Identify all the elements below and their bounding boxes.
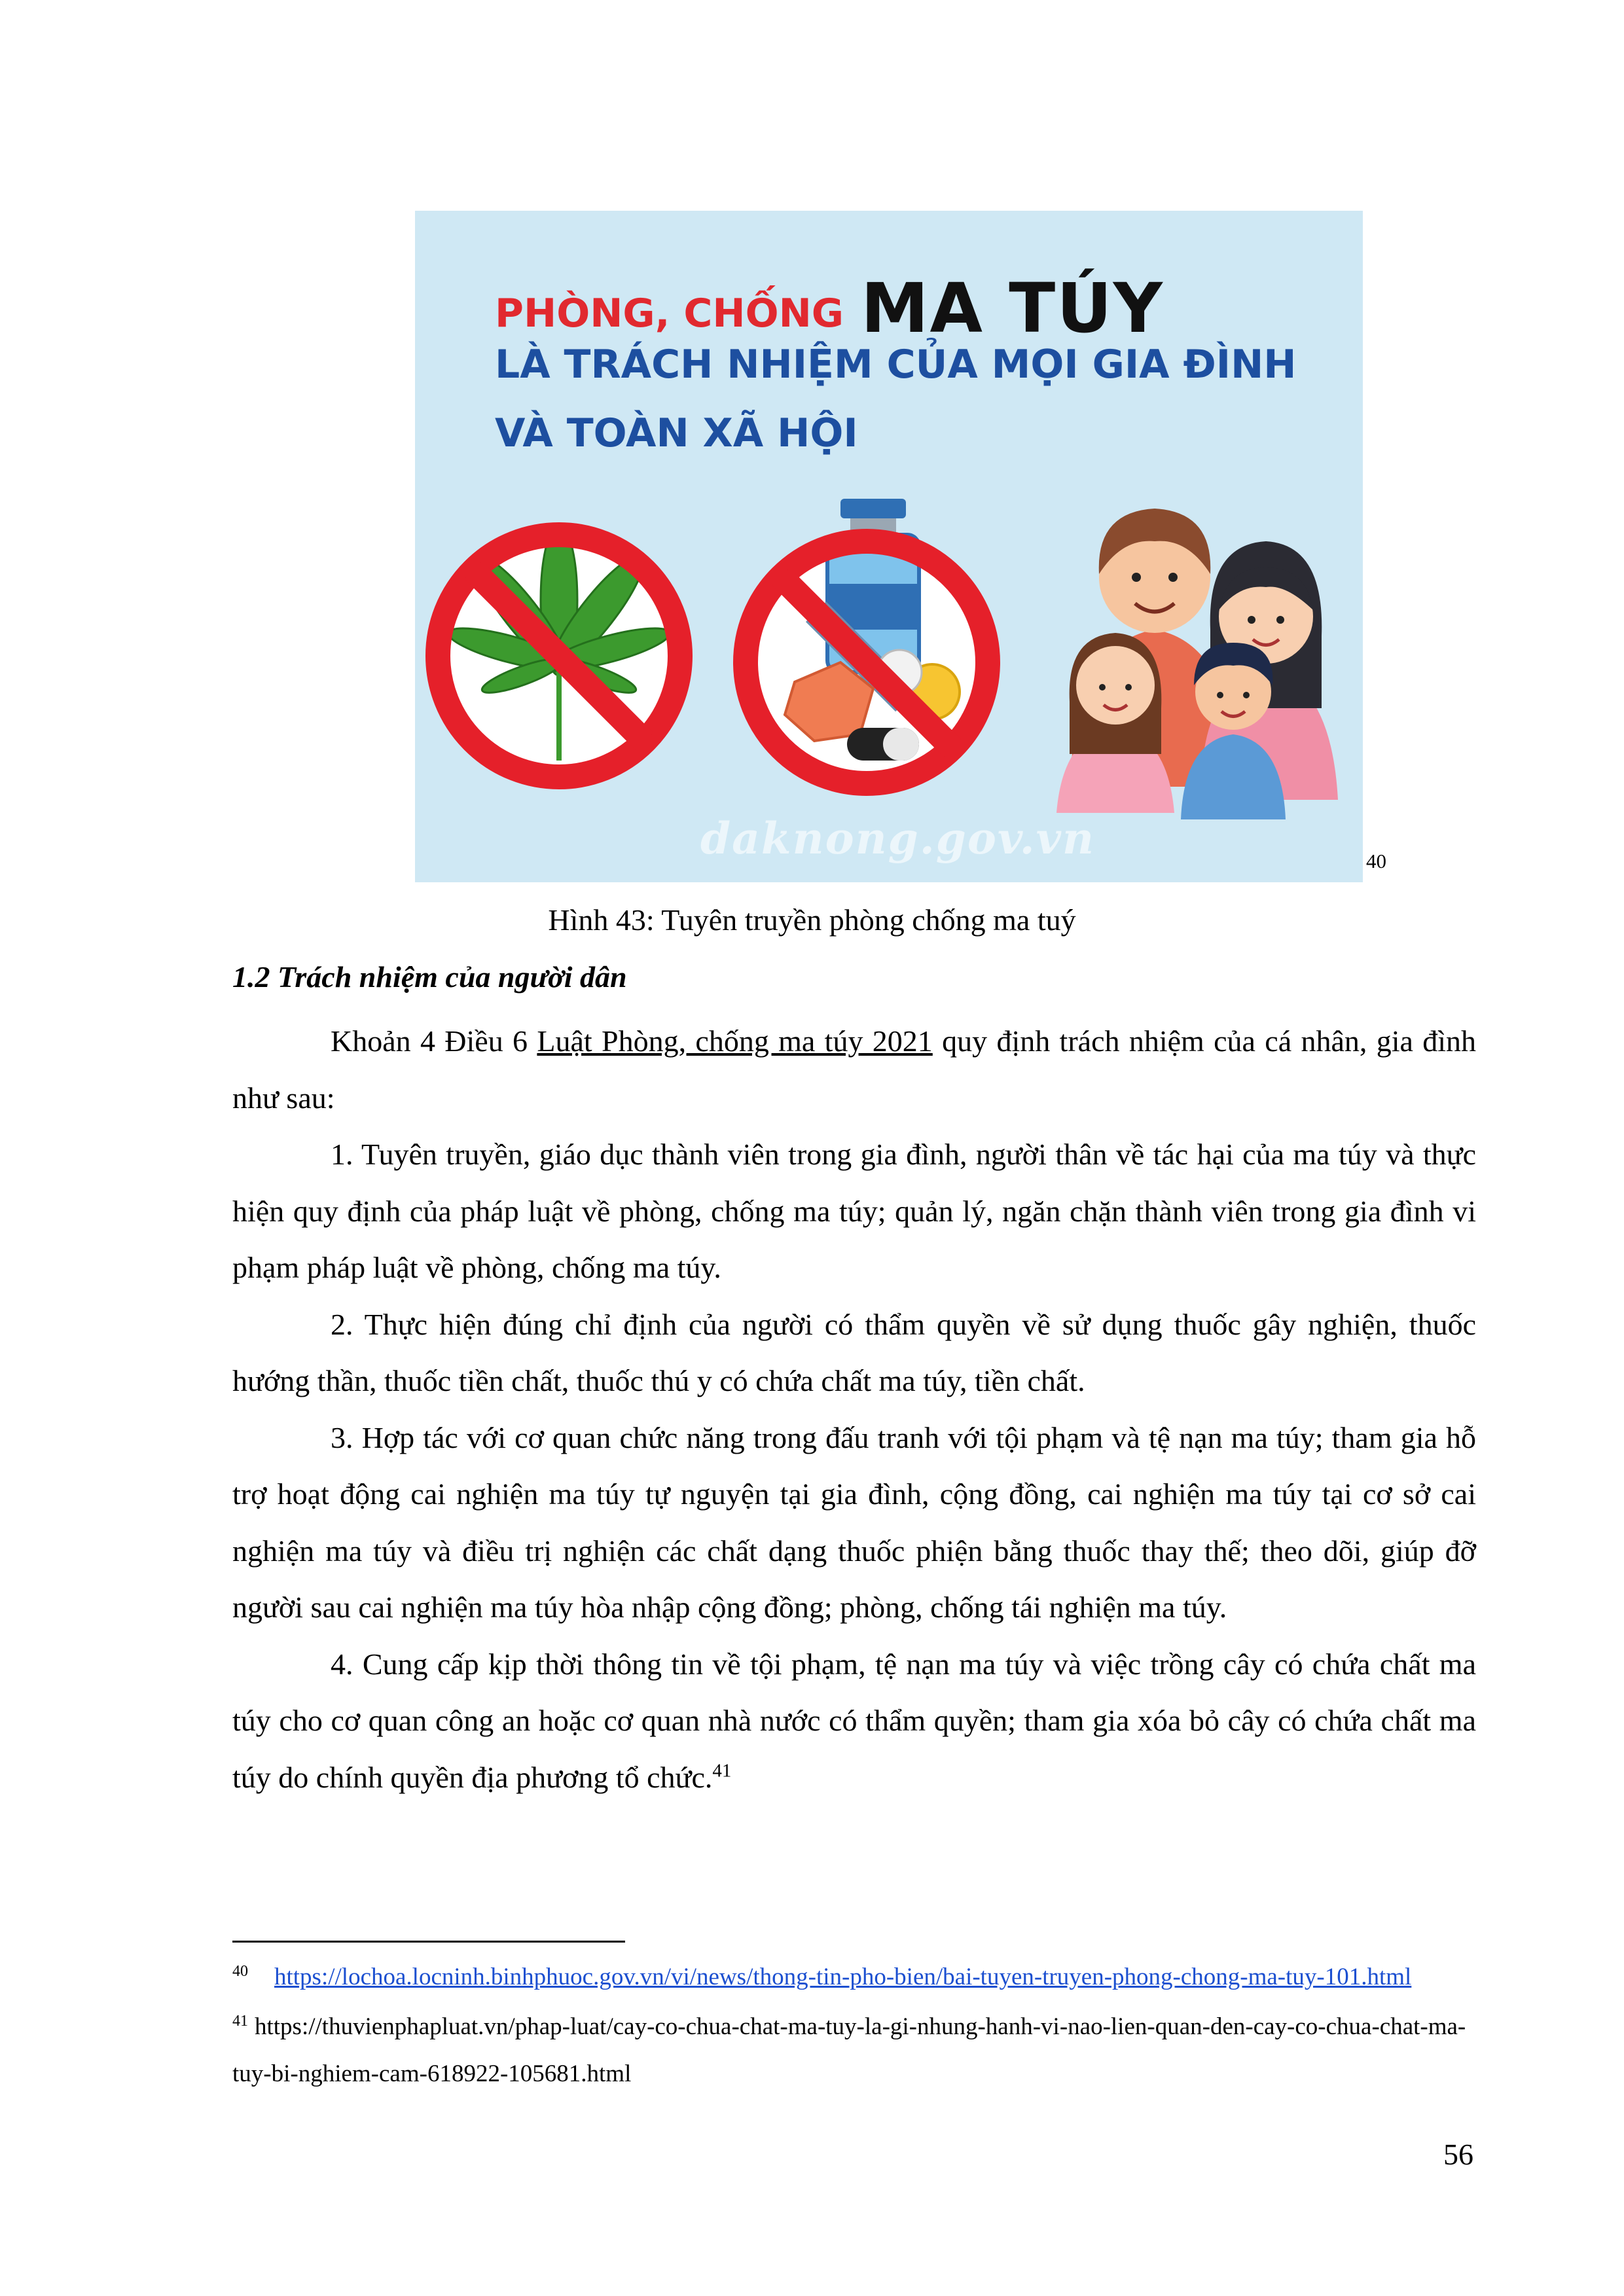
poster-watermark: daknong.gov.vn [700, 813, 1095, 864]
poster-title-big: MA TÚY [861, 268, 1164, 348]
list-item [232, 1636, 1476, 1806]
list-item: 1. Tuyên truyền, giáo dục thành viên trong gia đình, người thân về tác hại của ma túy và thực hiện quy định của pháp luật về phòng, chống ma túy; quản lý, ngăn chặn thành viên trong gia đình vi phạm pháp luật về phòng, chống ma túy. [232, 1138, 1476, 1284]
list-item: 3. Hợp tác với cơ quan chức năng trong đấu tranh với tội phạm và tệ nạn ma túy; tham gia hỗ trợ hoạt động cai nghiện ma túy tự nguyện tại gia đình, cộng đồng, cai nghiện ma túy tại cơ sở cai nghiện ma túy và điều trị nghiện các chất dạng thuốc phiện bằng thuốc thay thế; theo dõi, giúp đỡ người sau cai nghiện ma túy hòa nhập cộng đồng; phòng, chống tái nghiện ma túy. [232, 1420, 1476, 1624]
footnote [232, 2003, 1476, 2098]
poster-illustration [415, 211, 1363, 882]
drugs-ban-icon [746, 499, 988, 783]
poster-title-line3: VÀ TOÀN XÃ HỘI [495, 410, 858, 456]
family-illustration [1056, 509, 1338, 819]
intro-before: Khoản 4 Điều 6 [331, 1024, 537, 1058]
footnote-url-text: https://thuvienphapluat.vn/phap-luat/cay-co-chua-chat-ma-tuy-la-gi-nhung-hanh-vi-nao-lien-quan-den-cay-co-chua-chat-ma-tuy-bi-nghiem-cam-618922-105681.html [232, 2013, 1466, 2087]
footnotes [232, 1954, 1476, 2098]
body-text [232, 1013, 1476, 1806]
cannabis-ban-icon [438, 525, 680, 777]
page-number: 56 [1443, 2138, 1473, 2171]
footnote [232, 1954, 1476, 2001]
poster-figure [415, 211, 1363, 882]
intro-after: quy định trách nhiệm của cá nhân, gia đình như sau: [232, 1024, 1476, 1115]
footnote-divider [232, 1941, 625, 1943]
item4-text: 4. Cung cấp kịp thời thông tin về tội phạm, tệ nạn ma túy và việc trồng cây có chứa chất ma túy cho cơ quan công an hoặc cơ quan nhà nước có thẩm quyền; tham gia xóa bỏ cây có chứa chất ma túy do chính quyền địa phương tổ chức. [232, 1647, 1476, 1794]
figure-footnote-ref: 40 [1366, 850, 1386, 872]
footnote-link[interactable]: https://lochoa.locninh.binhphuoc.gov.vn/vi/news/thong-tin-pho-bien/bai-tuyen-truyen-phong-chong-ma-tuy-101.html [274, 1964, 1412, 1990]
law-reference: Luật Phòng, chống ma túy 2021 [537, 1024, 933, 1058]
poster-title-red: PHÒNG, CHỐNG [495, 291, 844, 336]
footnote-ref: 41 [712, 1760, 732, 1782]
intro-paragraph [232, 1013, 1476, 1126]
footnote-number: 41 [232, 2012, 248, 2030]
section-heading: 1.2 Trách nhiệm của người dân [232, 960, 627, 994]
list-item: 2. Thực hiện đúng chỉ định của người có thẩm quyền về sử dụng thuốc gây nghiện, thuốc hướng thần, thuốc tiền chất, thuốc thú y có chứa chất ma túy, tiền chất. [232, 1307, 1476, 1397]
footnote-number: 40 [232, 1962, 248, 1980]
figure-caption: Hình 43: Tuyên truyền phòng chống ma tuý [548, 903, 1076, 937]
poster-title-line2: LÀ TRÁCH NHIỆM CỦA MỌI GIA ĐÌNH [495, 342, 1297, 387]
